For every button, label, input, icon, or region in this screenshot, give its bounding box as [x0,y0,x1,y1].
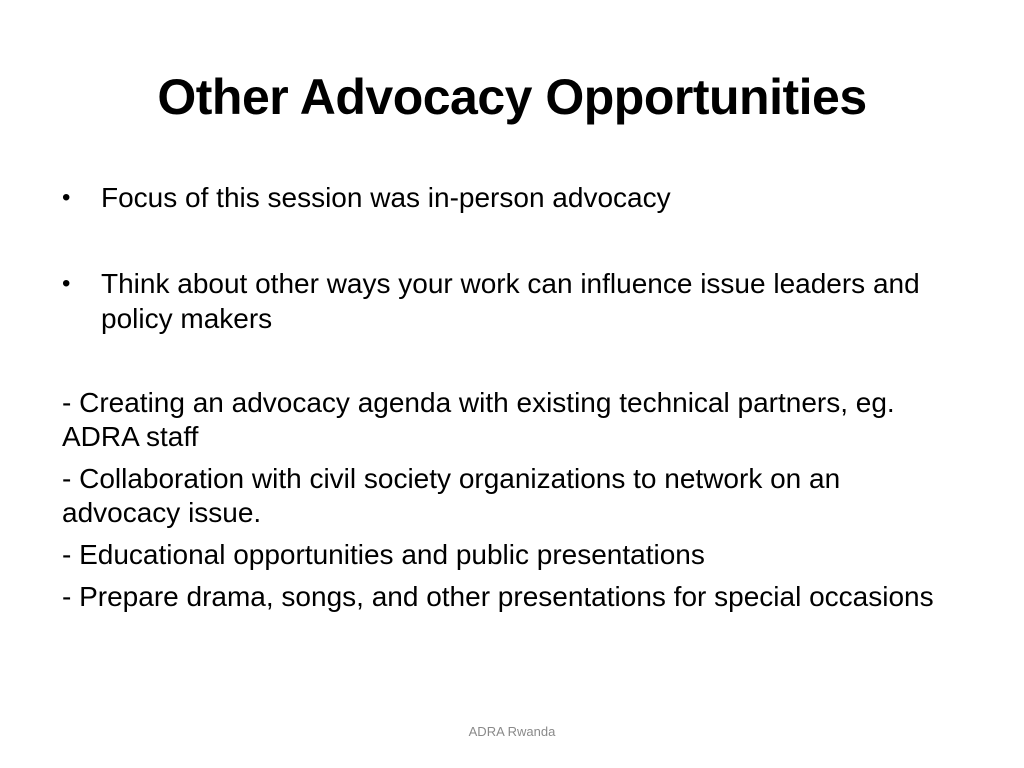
bullet-item [62,266,942,336]
dash-item: - Creating an advocacy agenda with existing technical partners, eg. ADRA staff [62,387,895,452]
dash-item: - Prepare drama, songs, and other presentations for special occasions [62,581,934,612]
slide-footer: ADRA Rwanda [468,724,556,739]
bullet-icon: • [62,184,71,211]
slide-title: Other Advocacy Opportunities [157,69,867,125]
bullet-item [62,180,942,215]
bullet-icon: • [62,270,71,297]
bullet-text: Focus of this session was in-person advocacy [101,182,671,213]
bullet-list [62,180,942,387]
dash-item: - Educational opportunities and public presentations [62,539,705,570]
dash-list [62,386,962,622]
bullet-text: Think about other ways your work can influence issue leaders and policy makers [101,268,920,334]
dash-item: - Collaboration with civil society organizations to network on an advocacy issue. [62,463,841,528]
